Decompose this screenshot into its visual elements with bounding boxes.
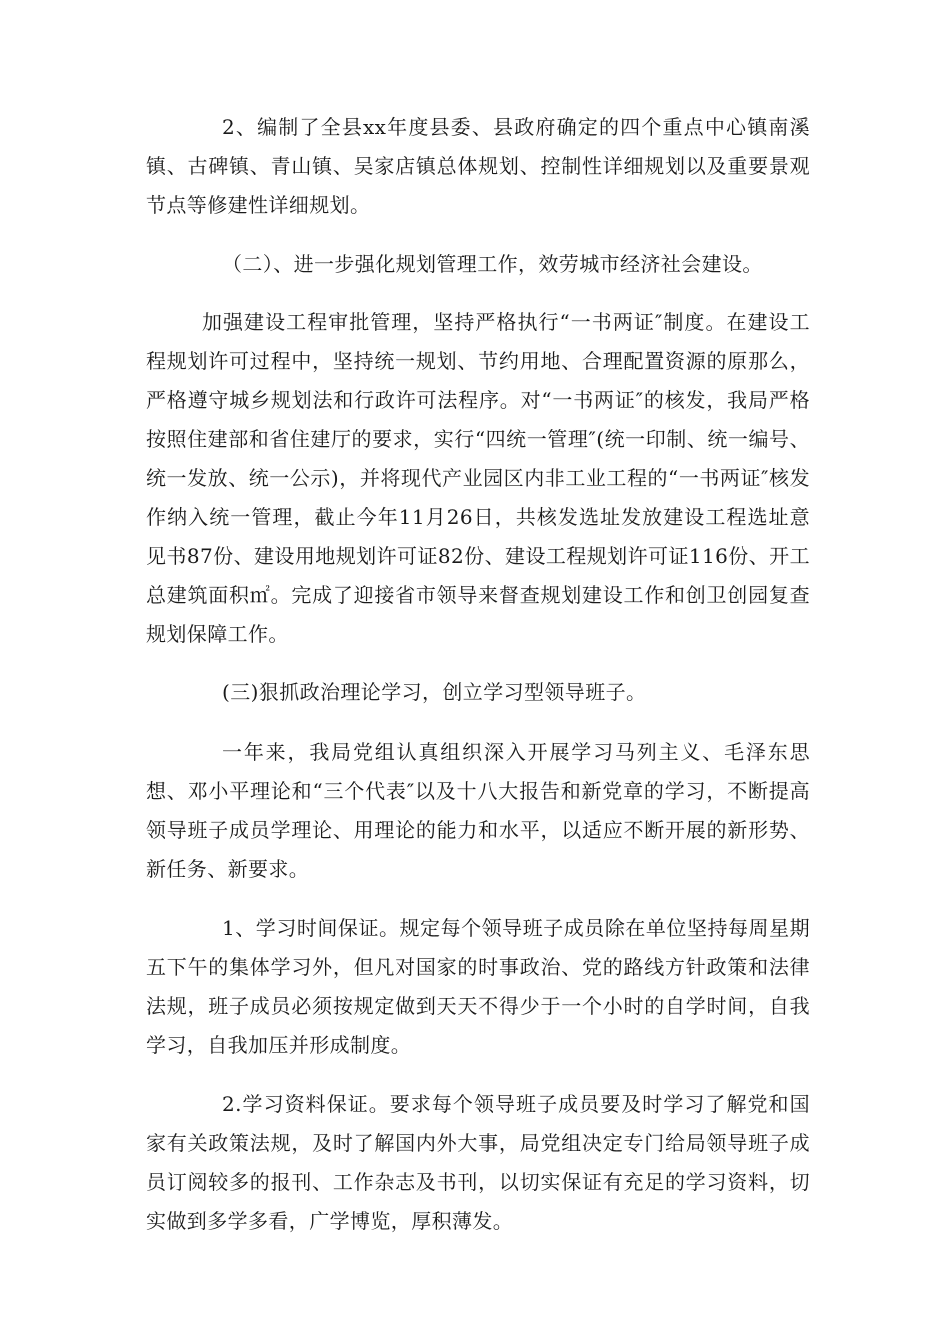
paragraph-approval-management: 加强建设工程审批管理，坚持严格执行“一书两证″制度。在建设工程规划许可过程中，坚持统一规划、节约用地、合理配置资源的原那么，严格遵守城乡规划法和行政许可法程序。对“一书两证″的核发，我局严格按照住建部和省住建厅的要求，实行“四统一管理″(统一印制、统一编号、统一发放、统一公示)，并将现代产业园区内非工业工程的“一书两证″核发作纳入统一管理，截止今年11月26日，共核发选址发放建设工程选址意见书87份、建设用地规划许可证82份、建设工程规划许可证116份、开工总建筑面积㎡。完成了迎接省市领导来督查规划建设工作和创卫创园复查规划保障工作。	[146, 310, 810, 646]
paragraph-planning-compilation: 2、编制了全县xx年度县委、县政府确定的四个重点中心镇南溪镇、古碑镇、青山镇、吴家店镇总体规划、控制性详细规划以及重要景观节点等修建性详细规划。	[146, 115, 810, 217]
paragraph-theory-study: 一年来，我局党组认真组织深入开展学习马列主义、毛泽东思想、邓小平理论和“三个代表″以及十八大报告和新党章的学习，不断提高领导班子成员学理论、用理论的能力和水平，以适应不断开展的新形势、新任务、新要求。	[146, 740, 810, 881]
section-heading-2: （二）、进一步强化规划管理工作，效劳城市经济社会建设。	[222, 252, 763, 276]
paragraph-study-time: 1、学习时间保证。规定每个领导班子成员除在单位坚持每周星期五下午的集体学习外，但凡对国家的时事政治、党的路线方针政策和法律法规，班子成员必须按规定做到天天不得少于一个小时的自学时间，自我学习，自我加压并形成制度。	[146, 916, 810, 1057]
section-heading-3: (三)狠抓政治理论学习，创立学习型领导班子。	[222, 680, 647, 704]
paragraph-study-materials: 2.学习资料保证。要求每个领导班子成员要及时学习了解党和国家有关政策法规，及时了解国内外大事，局党组决定专门给局领导班子成员订阅较多的报刊、工作杂志及书刊，以切实保证有充足的学习资料，切实做到多学多看，广学博览，厚积薄发。	[146, 1092, 810, 1233]
document-body	[146, 108, 810, 1261]
